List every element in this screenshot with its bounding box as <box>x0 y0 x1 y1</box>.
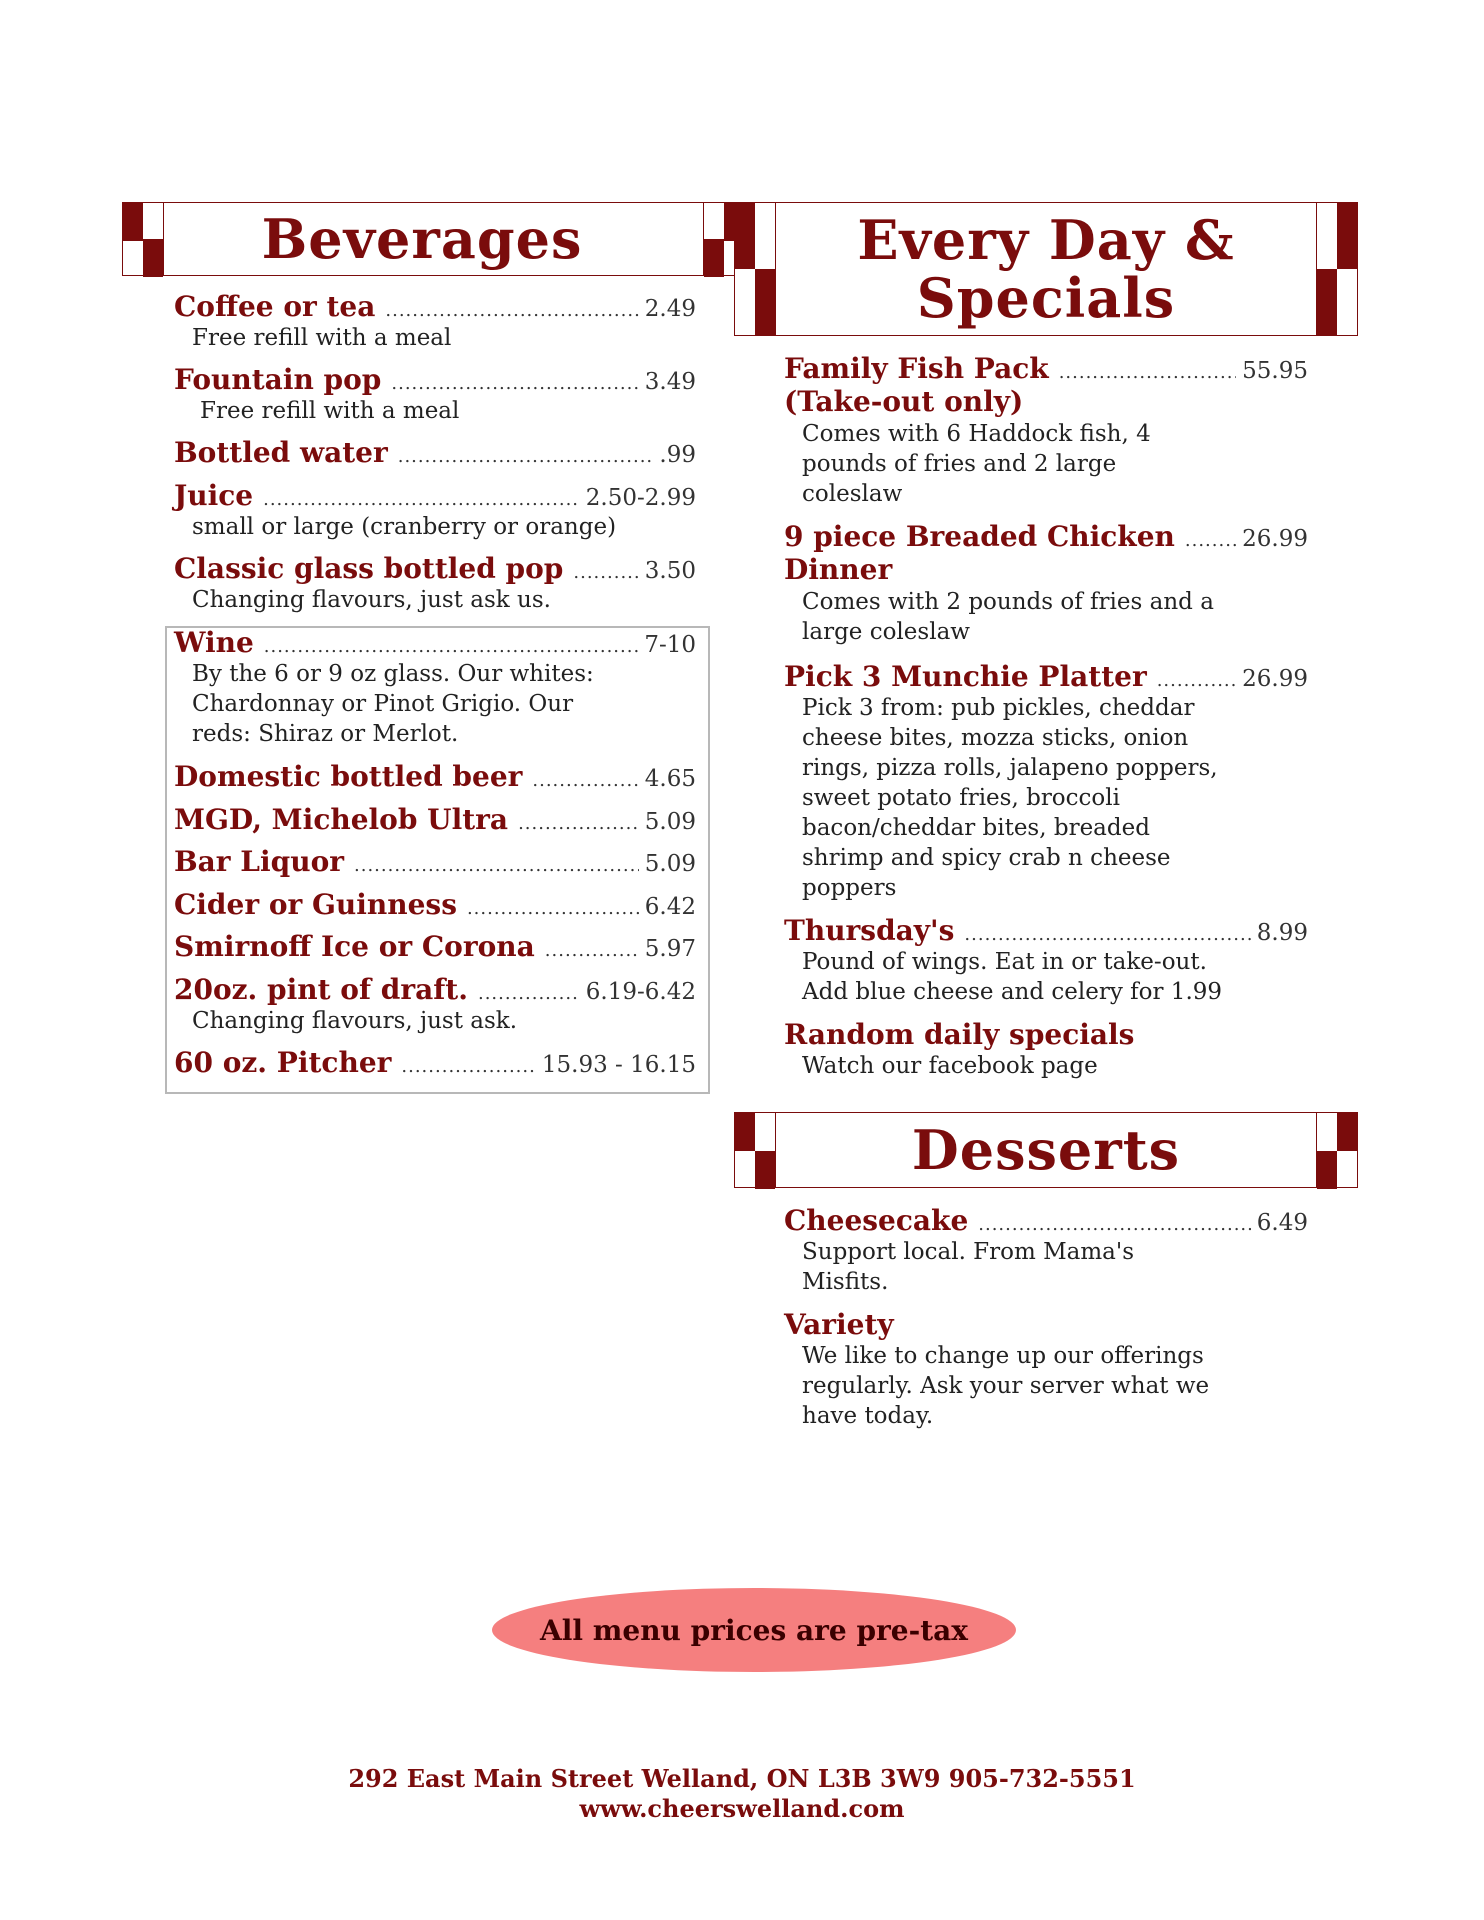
dot-leader <box>385 300 638 321</box>
item-name: Family Fish Pack <box>784 352 1049 385</box>
item-description: By the 6 or 9 oz glass. Our whites: Chardonnay or Pinot Grigio. Our reds: Shiraz or Merlot. <box>192 661 594 747</box>
dot-leader <box>1185 530 1236 551</box>
item-price: 5.97 <box>644 936 696 962</box>
dot-leader <box>478 983 580 1004</box>
item-name: Thursday's <box>784 914 955 947</box>
dot-leader <box>518 813 639 834</box>
menu-item <box>174 626 696 749</box>
checker-decoration <box>1316 1112 1358 1188</box>
item-price: 5.09 <box>644 809 696 835</box>
item-price: 3.49 <box>644 369 696 395</box>
menu-item <box>174 845 696 878</box>
item-name: Bar Liquor <box>174 845 344 878</box>
menu-item <box>174 436 696 469</box>
item-price: 26.99 <box>1242 666 1308 692</box>
pre-tax-notice-badge <box>492 1588 1016 1672</box>
menu-item <box>174 760 696 793</box>
dot-leader <box>964 924 1250 945</box>
dot-leader <box>545 940 639 961</box>
item-price: 7-10 <box>644 632 696 658</box>
item-price: 6.19-6.42 <box>585 979 696 1005</box>
item-name: Fountain pop <box>174 363 382 396</box>
item-description: Comes with 6 Haddock fish, 4 pounds of fries and 2 large coleslaw <box>802 421 1151 507</box>
footer-address: 292 East Main Street Welland, ON L3B 3W9 905-732-5551 <box>348 1764 1136 1793</box>
menu-item <box>784 352 1308 509</box>
dot-leader <box>401 1056 536 1077</box>
item-name: Pick 3 Munchie Platter <box>784 660 1147 693</box>
item-price: 4.65 <box>644 766 696 792</box>
dot-leader <box>573 562 638 583</box>
dot-leader <box>532 770 638 791</box>
checker-decoration <box>122 202 164 276</box>
desserts-header <box>734 1112 1358 1188</box>
item-name: Cider or Guinness <box>174 888 457 921</box>
dot-leader <box>467 898 639 919</box>
item-name: 60 oz. Pitcher <box>174 1046 392 1079</box>
beverages-header <box>122 202 722 276</box>
item-description: Comes with 2 pounds of fries and a large coleslaw <box>802 589 1214 645</box>
dot-leader <box>978 1214 1251 1235</box>
item-name: Bottled water <box>174 436 388 469</box>
menu-item <box>174 803 696 836</box>
menu-item <box>784 914 1308 1007</box>
item-price: 26.99 <box>1242 526 1308 552</box>
beverages-title: Beverages <box>261 207 583 271</box>
item-description: Free refill with a meal <box>192 325 452 351</box>
dot-leader <box>391 373 638 394</box>
item-price: 6.42 <box>644 894 696 920</box>
menu-item <box>174 552 696 615</box>
dot-leader <box>1059 362 1236 383</box>
item-name: MGD, Michelob Ultra <box>174 803 509 836</box>
item-description: Changing flavours, just ask us. <box>192 587 551 613</box>
item-description: Pound of wings. Eat in or take-out. Add blue cheese and celery for 1.99 <box>802 949 1223 1005</box>
specials-title-line2: Specials <box>916 266 1176 330</box>
menu-item <box>174 930 696 963</box>
menu-item <box>784 1204 1308 1297</box>
item-description: small or large (cranberry or orange) <box>192 514 617 540</box>
item-name: Variety <box>784 1308 894 1341</box>
footer-website[interactable]: www.cheerswelland.com <box>579 1794 905 1823</box>
dot-leader <box>1157 670 1236 691</box>
menu-item <box>174 888 696 921</box>
item-name: Juice <box>174 479 254 512</box>
item-name: Coffee or tea <box>174 290 376 323</box>
menu-item <box>784 520 1308 647</box>
item-description: Pick 3 from: pub pickles, cheddar cheese bites, mozza sticks, onion rings, pizza rolls, jalapeno poppers, sweet potato fries, broccoli bacon/cheddar bites, breaded shrimp and spicy crab n cheese poppers <box>802 695 1218 901</box>
item-name: Smirnoff Ice or Corona <box>174 930 535 963</box>
item-name: 9 piece Breaded Chicken <box>784 520 1175 553</box>
item-price: 2.50-2.99 <box>585 485 696 511</box>
menu-item <box>784 1018 1308 1081</box>
menu-item <box>784 1308 1308 1431</box>
specials-header <box>734 202 1358 336</box>
menu-item <box>174 1046 696 1079</box>
item-price: 55.95 <box>1242 358 1308 384</box>
desserts-title: Desserts <box>911 1118 1181 1182</box>
item-name-continued: Dinner <box>784 553 893 586</box>
menu-item <box>174 973 696 1036</box>
item-description: Support local. From Mama's Misfits. <box>802 1239 1135 1295</box>
item-name: Cheesecake <box>784 1204 969 1237</box>
item-price: 3.50 <box>644 558 696 584</box>
item-price: .99 <box>659 442 696 468</box>
checker-decoration <box>734 202 776 336</box>
item-price: 8.99 <box>1256 920 1308 946</box>
item-price: 15.93 - 16.15 <box>541 1052 696 1078</box>
item-name: Random daily specials <box>784 1018 1135 1051</box>
menu-item <box>174 363 696 426</box>
item-name: Wine <box>174 626 254 659</box>
item-description: We like to change up our offerings regularly. Ask your server what we have today. <box>802 1343 1210 1429</box>
specials-title-line1: Every Day & <box>857 208 1235 272</box>
item-name: Domestic bottled beer <box>174 760 523 793</box>
item-description: Free refill with a meal <box>200 398 460 424</box>
item-description: Changing flavours, just ask. <box>192 1008 518 1034</box>
item-price: 5.09 <box>644 851 696 877</box>
item-name: 20oz. pint of draft. <box>174 973 468 1006</box>
item-name: Classic glass bottled pop <box>174 552 564 585</box>
checker-decoration <box>734 1112 776 1188</box>
dot-leader <box>398 446 654 467</box>
item-name-continued: (Take-out only) <box>784 385 1024 418</box>
pre-tax-notice-text: All menu prices are pre-tax <box>540 1613 968 1647</box>
dot-leader <box>264 636 639 657</box>
menu-item <box>174 479 696 542</box>
menu-item <box>174 290 696 353</box>
item-price: 2.49 <box>644 296 696 322</box>
dot-leader <box>354 855 639 876</box>
dot-leader <box>263 489 580 510</box>
item-description: Watch our facebook page <box>802 1053 1098 1079</box>
checker-decoration <box>1316 202 1358 336</box>
menu-item <box>784 660 1308 903</box>
item-price: 6.49 <box>1256 1210 1308 1236</box>
